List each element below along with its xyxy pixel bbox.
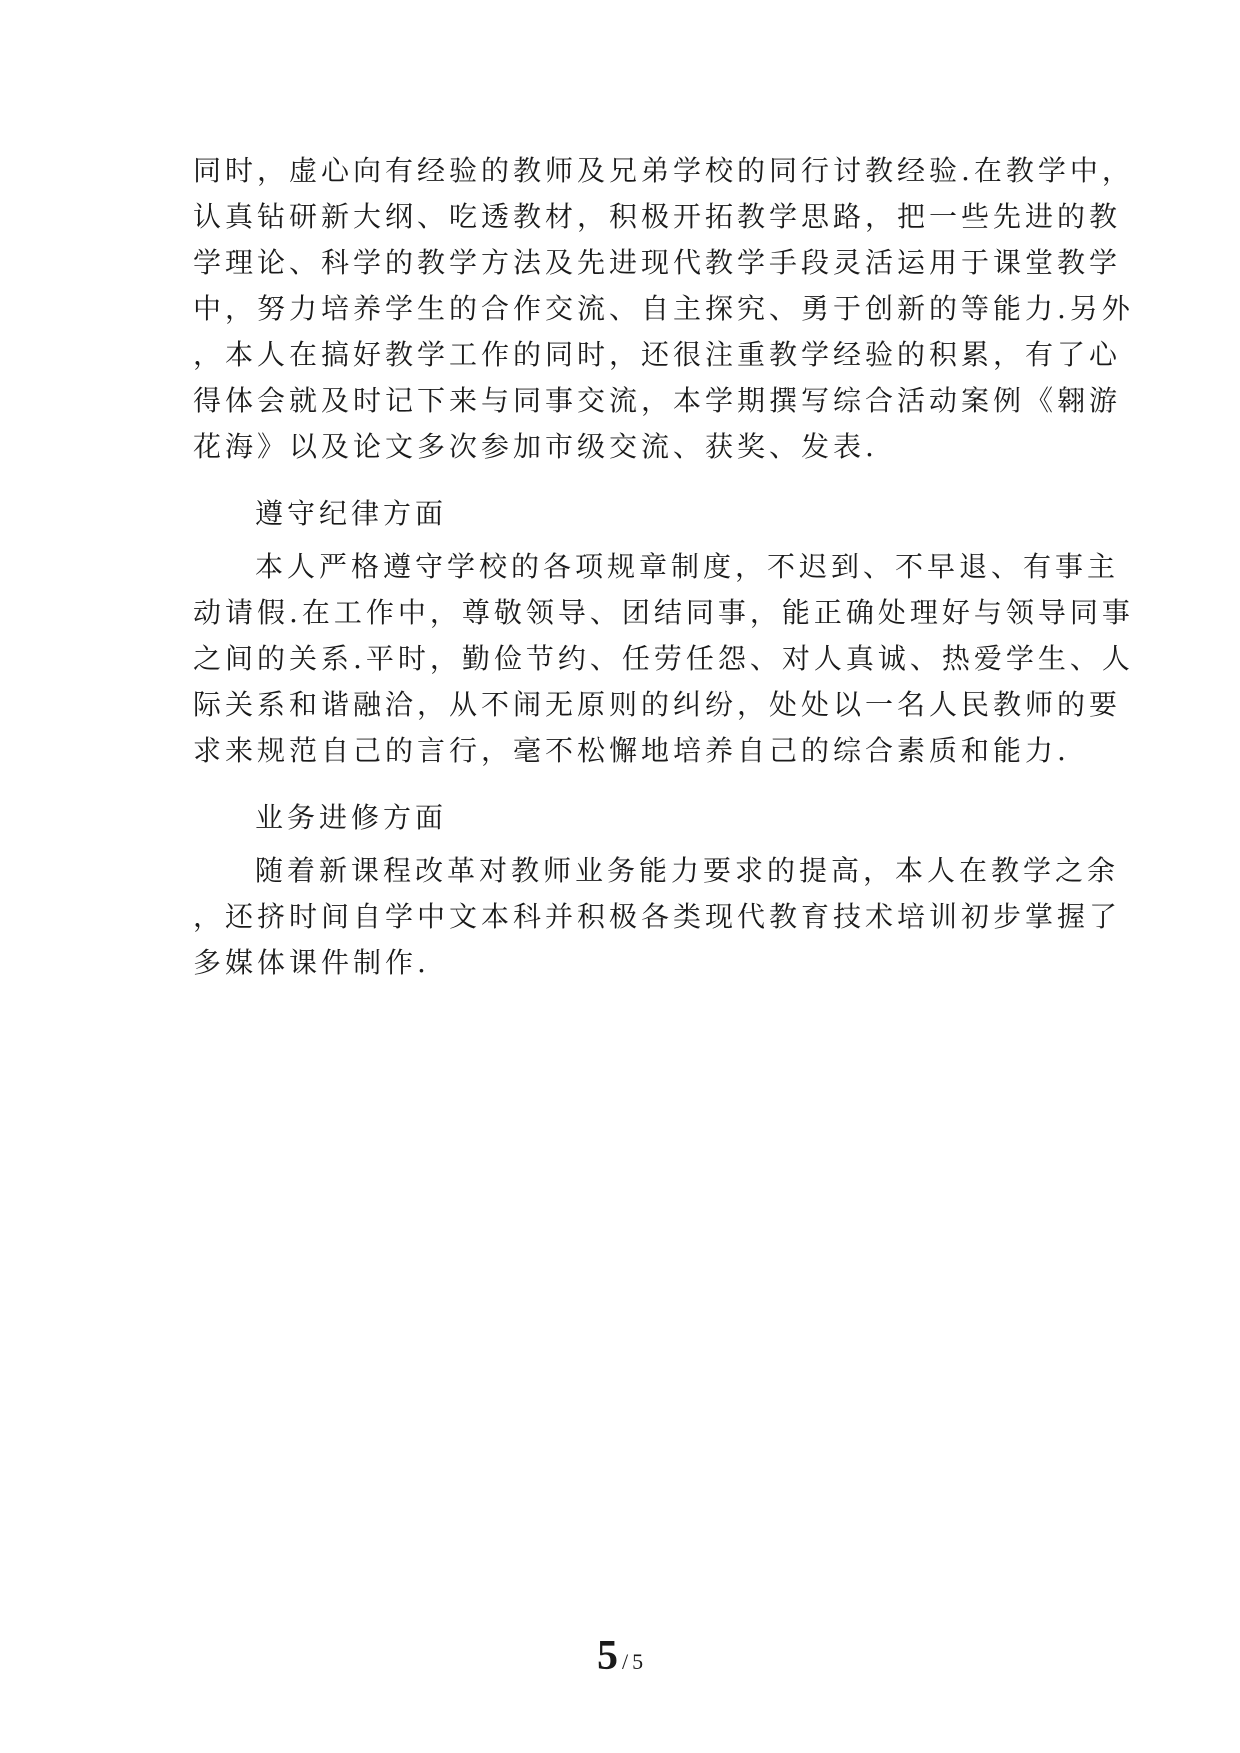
- paragraph-teaching: [193, 148, 1134, 470]
- current-page: 5: [596, 1633, 618, 1679]
- text-line: 同时，虚心向有经验的教师及兄弟学校的同行讨教经验.在教学中，: [193, 154, 1134, 187]
- text-line: 中，努力培养学生的合作交流、自主探究、勇于创新的等能力.另外: [193, 292, 1134, 325]
- text-line: 学理论、科学的教学方法及先进现代教学手段灵活运用于课堂教学: [193, 246, 1122, 279]
- text-line: ，还挤时间自学中文本科并积极各类现代教育技术培训初步掌握了: [193, 900, 1122, 933]
- section-heading-study: 业务进修方面: [255, 801, 448, 834]
- text-line: 之间的关系.平时，勤俭节约、任劳任怨、对人真诚、热爱学生、人: [193, 642, 1134, 675]
- text-line: 随着新课程改革对教师业务能力要求的提高，本人在教学之余: [255, 854, 1120, 887]
- text-line: 际关系和谐融洽，从不闹无原则的纠纷，处处以一名人民教师的要: [193, 688, 1122, 721]
- text-line: 多媒体课件制作.: [193, 946, 430, 979]
- text-line: 得体会就及时记下来与同事交流，本学期撰写综合活动案例《翱游: [193, 384, 1122, 417]
- text-line: 认真钻研新大纲、吃透教材，积极开拓教学思路，把一些先进的教: [193, 200, 1122, 233]
- page-separator: /: [621, 1649, 629, 1674]
- section-heading-discipline: 遵守纪律方面: [255, 497, 448, 530]
- text-line: 本人严格遵守学校的各项规章制度，不迟到、不早退、有事主: [255, 550, 1120, 583]
- page-number: [0, 1632, 1240, 1680]
- text-line: ，本人在搞好教学工作的同时，还很注重教学经验的积累，有了心: [193, 338, 1122, 371]
- paragraph-discipline: [193, 544, 1134, 774]
- paragraph-study: [193, 848, 1122, 986]
- text-line: 求来规范自己的言行，毫不松懈地培养自己的综合素质和能力.: [193, 734, 1070, 767]
- text-line: 花海》以及论文多次参加市级交流、获奖、发表.: [193, 430, 878, 463]
- total-pages: 5: [632, 1649, 644, 1674]
- body-text: [193, 148, 1134, 986]
- text-line: 动请假.在工作中，尊敬领导、团结同事，能正确处理好与领导同事: [193, 596, 1134, 629]
